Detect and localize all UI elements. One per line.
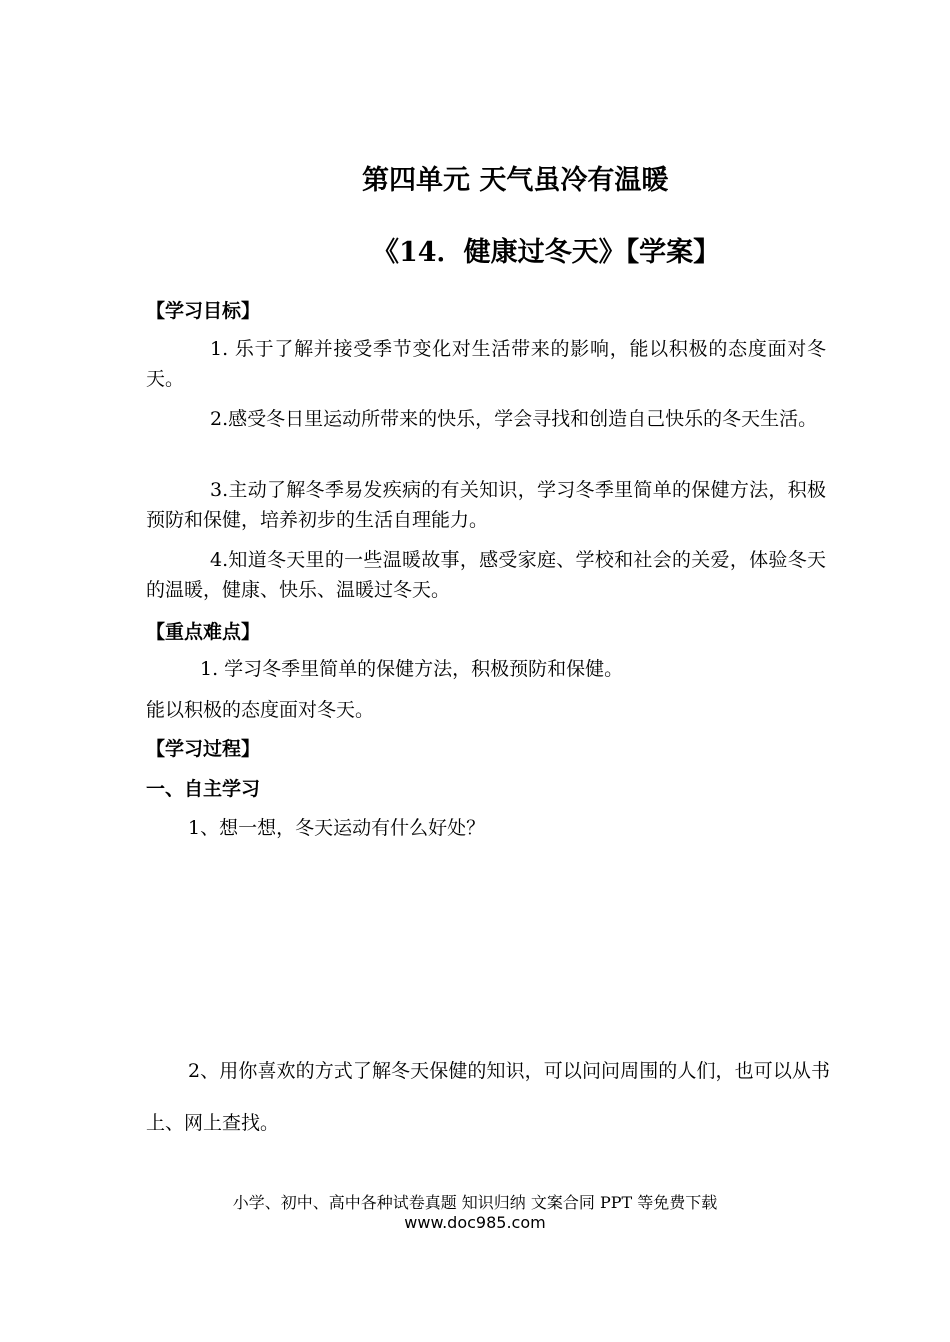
lesson-title: 《14．健康过冬天》【学案】 — [372, 237, 721, 268]
footer-text: 小学、初中、高中各种试卷真题 知识归纳 文案合同 PPT 等免费下载 — [232, 1193, 718, 1212]
section-self-study: 一、自主学习 — [146, 778, 261, 800]
question-1: 1、想一想，冬天运动有什么好处？ — [188, 817, 486, 839]
footer-url[interactable]: www.doc985.com — [404, 1213, 546, 1232]
question-2: 2、用你喜欢的方式了解冬天保健的知识，可以问问周围的人们，也可以从书上、网上查找。 — [146, 1060, 830, 1134]
unit-title: 第四单元 天气虽冷有温暖 — [362, 165, 669, 196]
goal-item-3: 3.主动了解冬季易发疾病的有关知识，学习冬季里简单的保健方法，积极预防和保健，培养初步的生活自理能力。 — [146, 479, 826, 531]
key-point-item-1: 1. 学习冬季里简单的保健方法，积极预防和保健。 — [200, 658, 624, 680]
goal-item-2: 2.感受冬日里运动所带来的快乐，学会寻找和创造自己快乐的冬天生活。 — [210, 408, 818, 430]
goal-item-1: 1. 乐于了解并接受季节变化对生活带来的影响，能以积极的态度面对冬天。 — [146, 338, 826, 390]
goal-item-4: 4.知道冬天里的一些温暖故事，感受家庭、学校和社会的关爱，体验冬天的温暖，健康、快乐、温暖过冬天。 — [146, 549, 826, 601]
goals-heading: 【学习目标】 — [146, 300, 261, 322]
key-point-item-2: 能以积极的态度面对冬天。 — [146, 699, 375, 721]
process-heading: 【学习过程】 — [146, 738, 261, 760]
key-points-heading: 【重点难点】 — [146, 621, 261, 643]
